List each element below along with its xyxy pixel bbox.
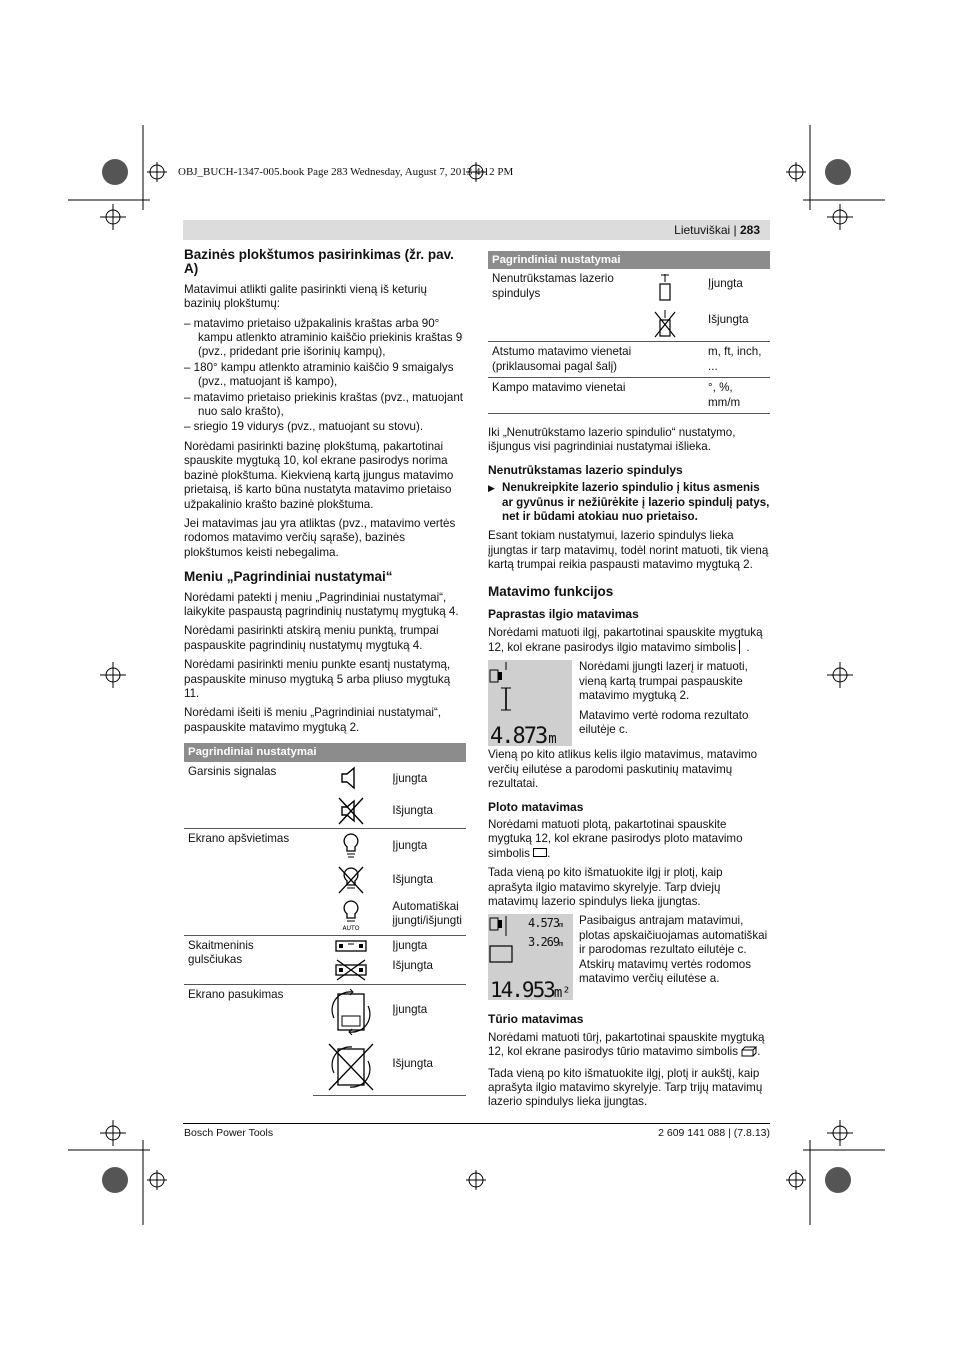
right-column <box>488 251 770 1115</box>
setting-value: Išjungta <box>708 313 749 327</box>
area-display: 4.573m 3.269m 14.953m² <box>488 914 573 1000</box>
area-symbol-icon <box>533 848 547 857</box>
heading-reference-plane: Bazinės plokštumos pasirinkimas (žr. pav. A) <box>184 247 454 277</box>
warning-text: ▶ Nenukreipkite lazerio spindulio į kitus asmenis ar gyvūnus ir nežiūrėkite į lazerio spindulį patys, net ir būdami atokiau nuo prietaiso. <box>488 481 770 524</box>
setting-value: Išjungta <box>392 803 433 817</box>
paragraph: Matavimui atlikti galite pasirinkti vieną iš keturių bazinių plokštumų: <box>184 282 427 311</box>
area-value-2: 3.269 <box>528 935 560 950</box>
bulb-off-icon <box>313 863 388 897</box>
list-item: – matavimo prietaiso priekinis kraštas (pvz., matuojant nuo salo krašto), <box>184 390 464 419</box>
paragraph: Pasibaigus antrajam matavimui, plotas apskaičiuojamas automatiškai ir parodomas rezultato eilutėje c. Atskirų matavimų vertės rodomos matavimo verčių eilutėse a. <box>579 914 768 985</box>
paragraph: Norėdami matuoti ilgį, pakartotinai spauskite mygtuką 12, kol ekrane pasirodys ilgio matavimo simbolis . <box>488 625 763 654</box>
setting-label: Nenutrūkstamas lazerio spindulys <box>492 272 614 300</box>
bulb-icon <box>313 828 388 863</box>
table-header: Pagrindiniai nustatymai <box>488 251 770 269</box>
auto-badge: AUTO <box>342 924 360 932</box>
left-column <box>184 248 466 1104</box>
length-unit: m <box>548 730 557 747</box>
speaker-icon <box>313 762 388 794</box>
heading-measuring-functions: Matavimo funkcijos <box>488 583 614 599</box>
paragraph: Norėdami pasirinkti atskirą meniu punktą, trumpai paspauskite pagrindinių nustatymų mygtuką 4. <box>184 624 439 652</box>
setting-label: Ekrano pasukimas <box>184 985 313 1096</box>
volume-symbol-icon <box>741 1046 757 1061</box>
paragraph: Iki „Nenutrūkstamo lazerio spindulio“ nustatymo, išjungus visi pagrindiniai nustatymai išlieka. <box>488 426 736 454</box>
setting-value: Automatiškai įjungti/išjungti <box>392 899 462 927</box>
heading-length-measurement: Paprastas ilgio matavimas <box>488 607 639 622</box>
footer-doc-number: 2 609 141 088 | (7.8.13) <box>658 1127 770 1139</box>
list-item: – sriegio 19 vidurys (pvz., matuojant su stovu). <box>184 420 424 434</box>
setting-label: Kampo matavimo vienetai <box>488 378 704 414</box>
area-example <box>488 914 770 1004</box>
length-display <box>488 660 572 749</box>
list-item: – matavimo prietaiso užpakalinis kraštas arba 90° kampu atlenkto atraminio kaiščio priekinis kraštas 9 (pvz., pridedant prie išorinių kampų), <box>184 316 463 359</box>
speaker-off-icon <box>313 794 388 829</box>
setting-value: Įjungta <box>388 985 466 1040</box>
paragraph: Tada vieną po kito išmatuokite ilgį, plotį ir aukštį, kaip aprašyta ilgio matavimo skyrelyje. Tarp trijų matavimų lazerio spindulys lieka įjungtas. <box>488 1066 763 1109</box>
setting-value: Įjungta <box>388 828 466 863</box>
paragraph: Tada vieną po kito išmatuokite ilgį ir plotį, kaip aprašyta ilgio matavimo skyrelyje. Tarp dviejų matavimų lazerio spindulys lieka įjungtas. <box>488 866 723 908</box>
area-result: 14.953 <box>490 977 554 1002</box>
heading-basic-settings: Meniu „Pagrindiniai nustatymai“ <box>184 569 393 585</box>
laser-off-icon <box>626 305 704 342</box>
heading-area-measurement: Ploto matavimas <box>488 799 584 814</box>
setting-label: Ekrano apšvietimas <box>184 828 313 935</box>
paragraph: Vieną po kito atlikus kelis ilgio matavimus, matavimo verčių eilutėse a parodomi paskutinių matavimų rezultatai. <box>488 748 758 791</box>
level-icon <box>313 935 388 956</box>
footer-publisher: Bosch Power Tools <box>184 1127 274 1139</box>
setting-label: Garsinis signalas <box>188 764 277 778</box>
setting-value: m, ft, inch, ... <box>704 342 770 378</box>
header-language: Lietuviškai <box>674 223 731 237</box>
level-off-icon <box>313 956 388 985</box>
paragraph: Esant tokiam nustatymui, lazerio spindulys lieka įjungtas ir tarp matavimų, todėl norint matuoti, tik vieną kartą trumpai reikia paspausti matavimo mygtuką 2. <box>488 529 769 572</box>
paragraph: Norėdami išeiti iš meniu „Pagrindiniai nustatymai“, paspauskite matavimo mygtuką 2. <box>184 706 442 734</box>
page-header: Lietuviškai | 283 <box>183 220 770 240</box>
footer-rule <box>183 1123 770 1124</box>
heading-continuous-laser: Nenutrūkstamas lazerio spindulys <box>488 462 683 477</box>
setting-value: Išjungta <box>388 1039 466 1096</box>
rotate-display-icon <box>313 985 388 1040</box>
heading-volume-measurement: Tūrio matavimas <box>488 1012 584 1027</box>
setting-label: Atstumo matavimo vienetai (priklausomai pagal šalį) <box>488 342 704 378</box>
table-header: Pagrindiniai nustatymai <box>184 743 466 761</box>
setting-label: Skaitmeninis gulsčiukas <box>184 935 313 984</box>
paragraph: Norėdami matuoti plotą, pakartotinai spauskite mygtuką 12, kol ekrane pasirodys ploto matavimo simbolis . <box>488 817 743 860</box>
setting-value: °, %, mm/m <box>704 378 770 414</box>
paragraph: Norėdami pasirinkti meniu punkte esantį nustatymą, paspauskite minuso mygtuką 5 arba pliuso mygtuką 11. <box>184 658 451 700</box>
list-item: – 180° kampu atlenkto atraminio kaiščio 9 smaigalys (pvz., matuojant iš kampo), <box>184 360 454 389</box>
page-number: 283 <box>739 223 760 237</box>
bulb-auto-icon <box>313 897 388 936</box>
setting-value: Išjungta <box>392 872 433 886</box>
paragraph: Norėdami įjungti lazerį ir matuoti, vieną kartą trumpai paspauskite matavimo mygtuką 2. <box>579 660 748 703</box>
print-info: OBJ_BUCH-1347-005.book Page 283 Wednesday, August 7, 2013 4:12 PM <box>178 166 514 178</box>
basic-settings-table-continued <box>488 251 770 414</box>
paragraph: Matavimo vertė rodoma rezultato eilutėje c. <box>579 708 749 736</box>
paragraph: Jei matavimas jau yra atliktas (pvz., matavimo vertės rodomos matavimo verčių sąraše), bazinės plokštumos keisti nebegalima. <box>184 516 456 559</box>
paragraph: Norėdami matuoti tūrį, pakartotinai spauskite mygtuką 12, kol ekrane pasirodys tūrio matavimo simbolis . <box>488 1031 770 1062</box>
rotate-display-off-icon <box>313 1039 388 1096</box>
length-symbol-icon <box>739 640 746 654</box>
area-result-unit: m² <box>553 984 571 1001</box>
setting-value: Išjungta <box>392 959 433 972</box>
paragraph: Norėdami patekti į meniu „Pagrindiniai nustatymai“, laikykite paspaustą pagrindinių nustatymų mygtuką 4. <box>184 590 459 618</box>
length-example <box>488 660 770 748</box>
setting-value: Įjungta <box>392 771 428 785</box>
laser-icon <box>626 269 704 305</box>
basic-settings-table <box>184 743 466 1096</box>
setting-value: Įjungta <box>708 277 743 291</box>
length-value: 4.873 <box>490 723 547 749</box>
setting-value: Įjungta <box>388 935 466 956</box>
paragraph: Norėdami pasirinkti bazinę plokštumą, pakartotinai spauskite mygtuką 10, kol ekrane pasirodys norima bazinė plokštuma. Kiekvieną kartą įjungus matavimo prietaisą, iš karto būna nustatyta matavimo prietaiso užpakalinio krašto bazinė plokštuma. <box>184 439 454 511</box>
area-value-1: 4.573 <box>528 916 560 931</box>
